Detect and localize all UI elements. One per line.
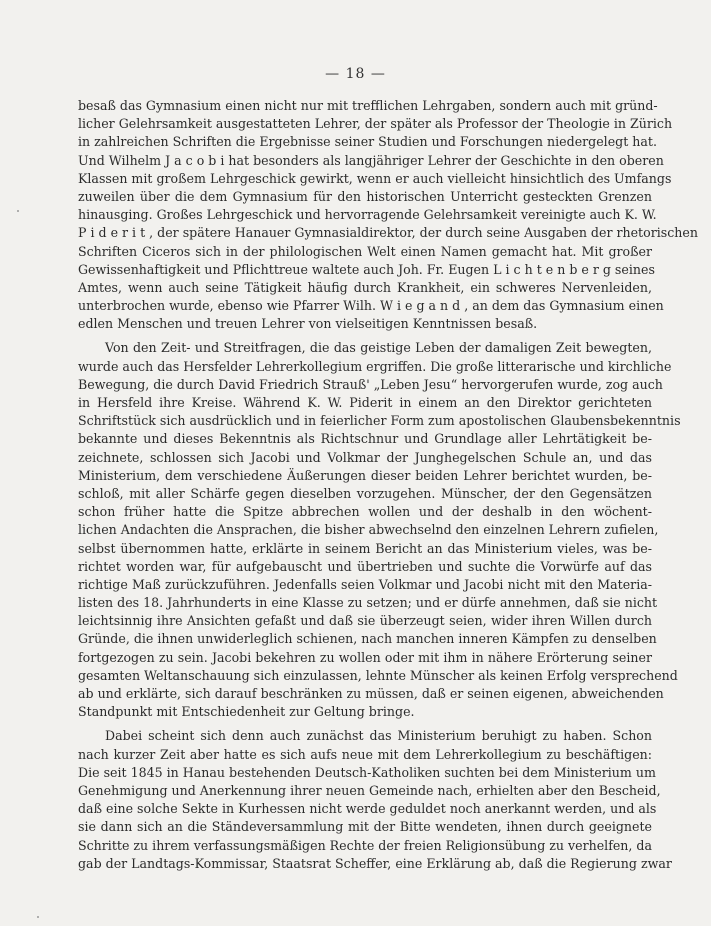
text-line: ab und erklärte, sich darauf beschränken zu müssen, daß er seinen eigenen, abweichenden [78,686,664,701]
text-line: gab der Landtags-Kommissar, Staatsrat Scheffer, eine Erklärung ab, daß die Regierung zwar [78,855,672,871]
text-line: in Hersfeld ihre Kreise. Während K. W. Piderit in einem an den Direktor gerichteten [78,395,652,410]
text-line: Dabei scheint sich denn auch zunächst das Ministerium beruhigt zu haben. Schon [105,728,652,744]
text-line: P i d e r i t , der spätere Hanauer Gymnasialdirektor, der durch seine Ausgaben der rhetorischen [78,225,698,241]
text-line: richtige Maß zurückzuführen. Jedenfalls seien Volkmar und Jacobi nicht mit den Materia- [78,576,652,592]
paragraph-2 [78,339,681,721]
text-line: Gewissenhaftigkeit und Pflichttreue waltete auch Joh. Fr. Eugen L i c h t e n b e r g seines [78,261,655,277]
text-line: Amtes, wenn auch seine Tätigkeit häufig durch Krankheit, ein schweres Nervenleiden, [78,279,652,295]
text-line: richtet worden war, für aufgebauscht und übertrieben und suchte die Vorwürfe auf das [78,558,652,574]
paper-speck [37,916,39,918]
text-line: besaß das Gymnasium einen nicht nur mit trefflichen Lehrgaben, sondern auch mit gründ- [78,98,658,113]
text-line: listen des 18. Jahrhunderts in eine Klasse zu setzen; und er dürfe annehmen, daß sie nicht [78,595,658,611]
text-line: fortgezogen zu sein. Jacobi bekehren zu wollen oder mit ihm in nähere Erörterung seiner [78,649,652,665]
text-line: lichen Andachten die Ansprachen, die bisher abwechselnd den einzelnen Lehrern zufielen, [78,522,659,538]
text-line: nach kurzer Zeit aber hatte es sich aufs neue mit dem Lehrerkollegium zu beschäftigen: [78,746,652,762]
paper-speck [17,210,19,212]
text-line: Schritte zu ihrem verfassungsmäßigen Rechte der freien Religionsübung zu verhelfen, da [78,837,652,853]
text-line: Bewegung, die durch David Friedrich Strauß' „Leben Jesu“ hervorgerufen wurde, zog auch [78,376,663,392]
text-line: edlen Menschen und treuen Lehrer von vielseitigen Kenntnissen besaß. [78,316,538,332]
text-line: bekannte und dieses Bekenntnis als Richtschnur und Grundlage aller Lehrtätigkeit be- [78,431,652,447]
text-line: sie dann sich an die Ständeversammlung mit der Bitte wendeten, ihnen durch geeignete [78,819,652,835]
paragraph-3 [78,727,672,873]
text-line: schloß, mit aller Schärfe gegen dieselben vorzugehen. Münscher, der den Gegensätzen [78,485,652,501]
text-line: Standpunkt mit Entschiedenheit zur Geltung bringe. [78,704,415,720]
page-number: — 18 — [325,66,386,82]
text-line: Ministerium, dem verschiedene Äußerungen dieser beiden Lehrer berichtet wurden, be- [78,467,652,483]
paragraph-1 [78,97,698,333]
text-line: zeichnete, schlossen sich Jacobi und Volkmar der Junghegelschen Schule an, und das [78,449,652,465]
text-line: Und Wilhelm J a c o b i hat besonders als langjähriger Lehrer der Geschichte in den oberen [78,152,664,168]
text-line: in zahlreichen Schriften die Ergebnisse seiner Studien und Forschungen niedergelegt hat. [78,134,657,150]
text-line: daß eine solche Sekte in Kurhessen nicht werde geduldet noch anerkannt werden, und als [78,801,657,817]
text-line: Von den Zeit- und Streitfragen, die das geistige Leben der damaligen Zeit bewegten, [105,340,652,356]
text-line: gesamten Weltanschauung sich einzulassen, lehnte Münscher als keinen Erfolg versprechend [78,667,678,683]
text-line: schon früher hatte die Spitze abbrechen wollen und der deshalb in den wöchent- [78,504,652,520]
text-line: Schriften Ciceros sich in der philologischen Welt einen Namen gemacht hat. Mit großer [78,243,652,259]
text-line: selbst übernommen hatte, erklärte in seinem Bericht an das Ministerium vieles, was be- [78,540,652,556]
text-line: licher Gelehrsamkeit ausgestatteten Lehrer, der später als Professor der Theologie in Zürich [78,116,673,132]
text-line: Schriftstück sich ausdrücklich und in feierlicher Form zum apostolischen Glaubensbekenntnis [78,413,681,429]
body-text [78,97,698,873]
text-line: Genehmigung und Anerkennung ihrer neuen Gemeinde nach, erhielten aber den Bescheid, [78,782,661,798]
text-line: Gründe, die ihnen unwiderleglich schienen, nach manchen inneren Kämpfen zu denselben [78,631,657,647]
text-line: unterbrochen wurde, ebenso wie Pfarrer Wilh. W i e g a n d , an dem das Gymnasium einen [78,298,664,314]
text-line: hinausging. Großes Lehrgeschick und hervorragende Gelehrsamkeit vereinigte auch K. W. [78,207,657,223]
text-line: Klassen mit großem Lehrgeschick gewirkt, wenn er auch vielleicht hinsichtlich des Umfangs [78,170,672,186]
text-line: wurde auch das Hersfelder Lehrerkollegium ergriffen. Die große litterarische und kirchliche [78,358,672,374]
text-line: leichtsinnig ihre Ansichten gefaßt und daß sie überzeugt seien, wider ihren Willen durch [78,613,652,629]
text-line: zuweilen über die dem Gymnasium für den historischen Unterricht gesteckten Grenzen [78,188,652,204]
text-line: Die seit 1845 in Hanau bestehenden Deutsch-Katholiken suchten bei dem Ministerium um [78,764,656,780]
